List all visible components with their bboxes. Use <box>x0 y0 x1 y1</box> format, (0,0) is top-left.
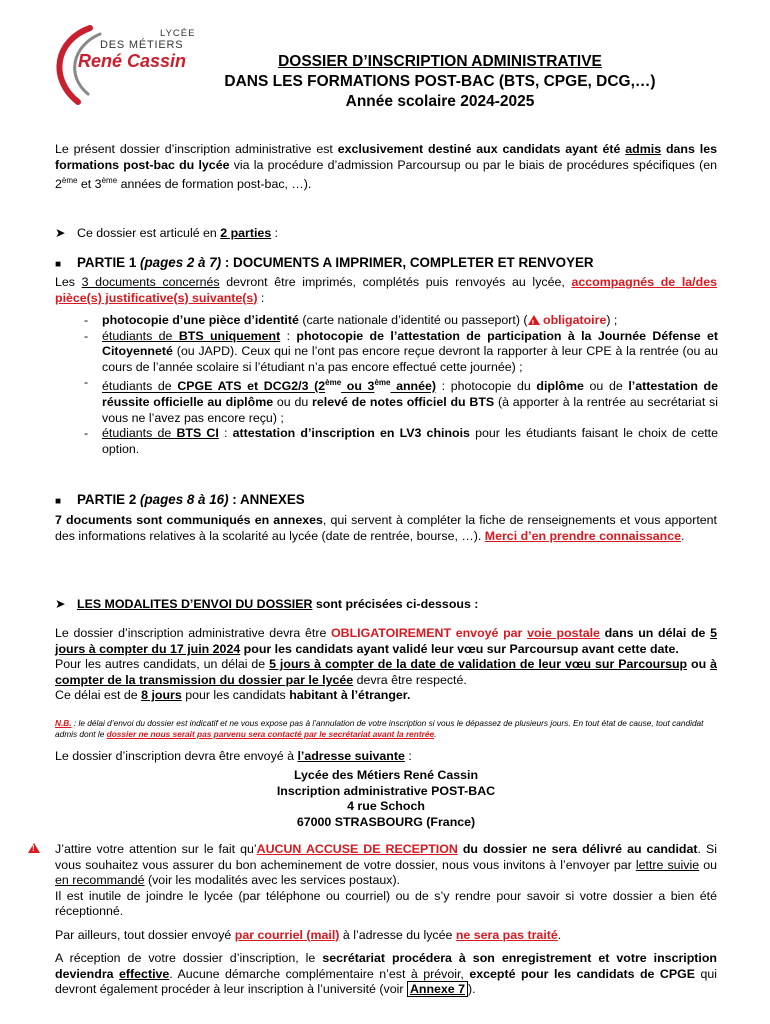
part1-intro: Les 3 documents concernés devront être imprimés, complétés puis renvoyés au lycée, accompagnés de la/des pièce(s) justificative(s) suivante(s) : <box>55 275 717 305</box>
page-title <box>150 52 730 112</box>
arrow-bullet-icon: ➤ <box>55 226 66 240</box>
part2-heading: ■ PARTIE 2 (pages 8 à 16) : ANNEXES <box>55 492 717 510</box>
square-bullet-icon: ■ <box>55 496 62 507</box>
logo-line-3: René Cassin <box>78 51 187 71</box>
reception-paragraph: A réception de votre dossier d’inscription, le secrétariat procédera à son enregistrement et votre inscription deviendra effective. Aucune démarche complémentaire n’est à prévoir, excepté pour les candidats de CPGE qui devront également procéder à leur inscription à l’université (voir Annexe 7 ). <box>55 951 718 997</box>
structure-line: ➤ Ce dossier est articulé en 2 parties : <box>55 226 279 240</box>
logo-line-2: DES MÉTIERS <box>100 39 184 51</box>
attention-paragraph: J’attire votre attention sur le fait qu’AUCUN ACCUSE DE RECEPTION du dossier ne sera délivré au candidat. Si vous souhaitez vous assurer du bon acheminement de votre dossier, nous vous invitons à l’envoyer par lettre suivie ou en recommandé (voir les modalités avec les services postaux). Il est inutile de joindre le lycée (par téléphone ou courriel) ou de s’y rendre pour savoir si votre dossier a bien été réceptionné. <box>55 842 717 919</box>
warning-icon <box>28 843 40 853</box>
title-line-3: Année scolaire 2024-2025 <box>345 93 535 110</box>
modalites-heading: ➤ LES MODALITES D’ENVOI DU DOSSIER sont précisées ci-dessous : <box>55 597 479 611</box>
intro-paragraph: Le présent dossier d’inscription administrative est exclusivement destiné aux candidats ayant été admis dans les formations post-bac du lycée via la procédure d’admission Parcoursup ou par le biais de procédures spécifiques (en 2ème et 3ème années de formation post-bac, …). <box>55 142 718 192</box>
envoi-paragraph: Le dossier d’inscription administrative devra être OBLIGATOIREMENT envoyé par voie postale dans un délai de 5 jours à compter du 17 juin 2024 pour les candidats ayant validé leur vœu sur Parcoursup avant cette date. Pour les autres candidats, un délai de 5 jours à compter de la date de validation de leur vœu sur Parcoursup ou à compter de la transmission du dossier par le lycée devra être respecté. Ce délai est de 8 jours pour les candidats habitant à l’étranger. <box>55 626 717 703</box>
list-item: - étudiants de BTS uniquement : photocopie de l’attestation de participation à la Journée Défense et Citoyenneté (ou JAPD). Ceux qui ne l’ont pas encore reçue devront la rapporter à leur CPE à la rentrée (ou au cours de l’année scolaire si l’étudiant n’a pas encore effectué cette journée) ; <box>84 328 719 374</box>
logo-line-1: LYCÉE <box>160 28 196 39</box>
list-item: - photocopie d’une pièce d’identité (carte nationale d’identité ou passeport) (! obligatoire) ; <box>84 313 718 329</box>
part1-bullet-list <box>84 313 718 457</box>
part2-paragraph: 7 documents sont communiqués en annexes, qui servent à compléter la fiche de renseignements et vous apportent des informations relatives à la scolarité au lycée (date de rentrée, bourse, …). Merci d’en prendre connaissance. <box>55 513 717 543</box>
courriel-line: Par ailleurs, tout dossier envoyé par courriel (mail) à l’adresse du lycée ne sera pas traité. <box>55 928 562 942</box>
square-bullet-icon: ■ <box>55 259 62 270</box>
arrow-bullet-icon: ➤ <box>55 597 66 611</box>
nb-note: N.B. : le délai d’envoi du dossier est indicatif et ne vous expose pas à l’annulation de votre inscription si vous le dépassez de plusieurs jours. En tout état de cause, tout candidat admis dont le dossier ne nous serait pas parvenu sera contacté par le secrétariat avant la rentrée. <box>55 718 704 739</box>
list-item: - étudiants de CPGE ATS et DCG2/3 (2ème ou 3ème année) : photocopie du diplôme ou de l’attestation de réussite officielle au diplôme ou du relevé de notes officiel du BTS (à apporter à la rentrée au secrétariat si vous ne l’avez pas encore reçu) ; <box>84 375 718 425</box>
adresse-intro: Le dossier d’inscription devra être envoyé à l’adresse suivante : <box>55 749 412 763</box>
title-line-2: DANS LES FORMATIONS POST-BAC (BTS, CPGE, DCG,…) <box>224 73 656 90</box>
warning-icon <box>528 315 540 325</box>
list-item: - étudiants de BTS CI : attestation d’inscription en LV3 chinois pour les étudiants faisant le choix de cette option. <box>84 426 718 456</box>
part1-heading: ■ PARTIE 1 (pages 2 à 7) : DOCUMENTS A IMPRIMER, COMPLETER ET RENVOYER <box>55 255 717 273</box>
postal-address: Lycée des Métiers René Cassin Inscription administrative POST-BAC 4 rue Schoch 67000 STRASBOURG (France) <box>276 768 496 829</box>
title-line-1: DOSSIER D’INSCRIPTION ADMINISTRATIVE <box>278 53 602 70</box>
